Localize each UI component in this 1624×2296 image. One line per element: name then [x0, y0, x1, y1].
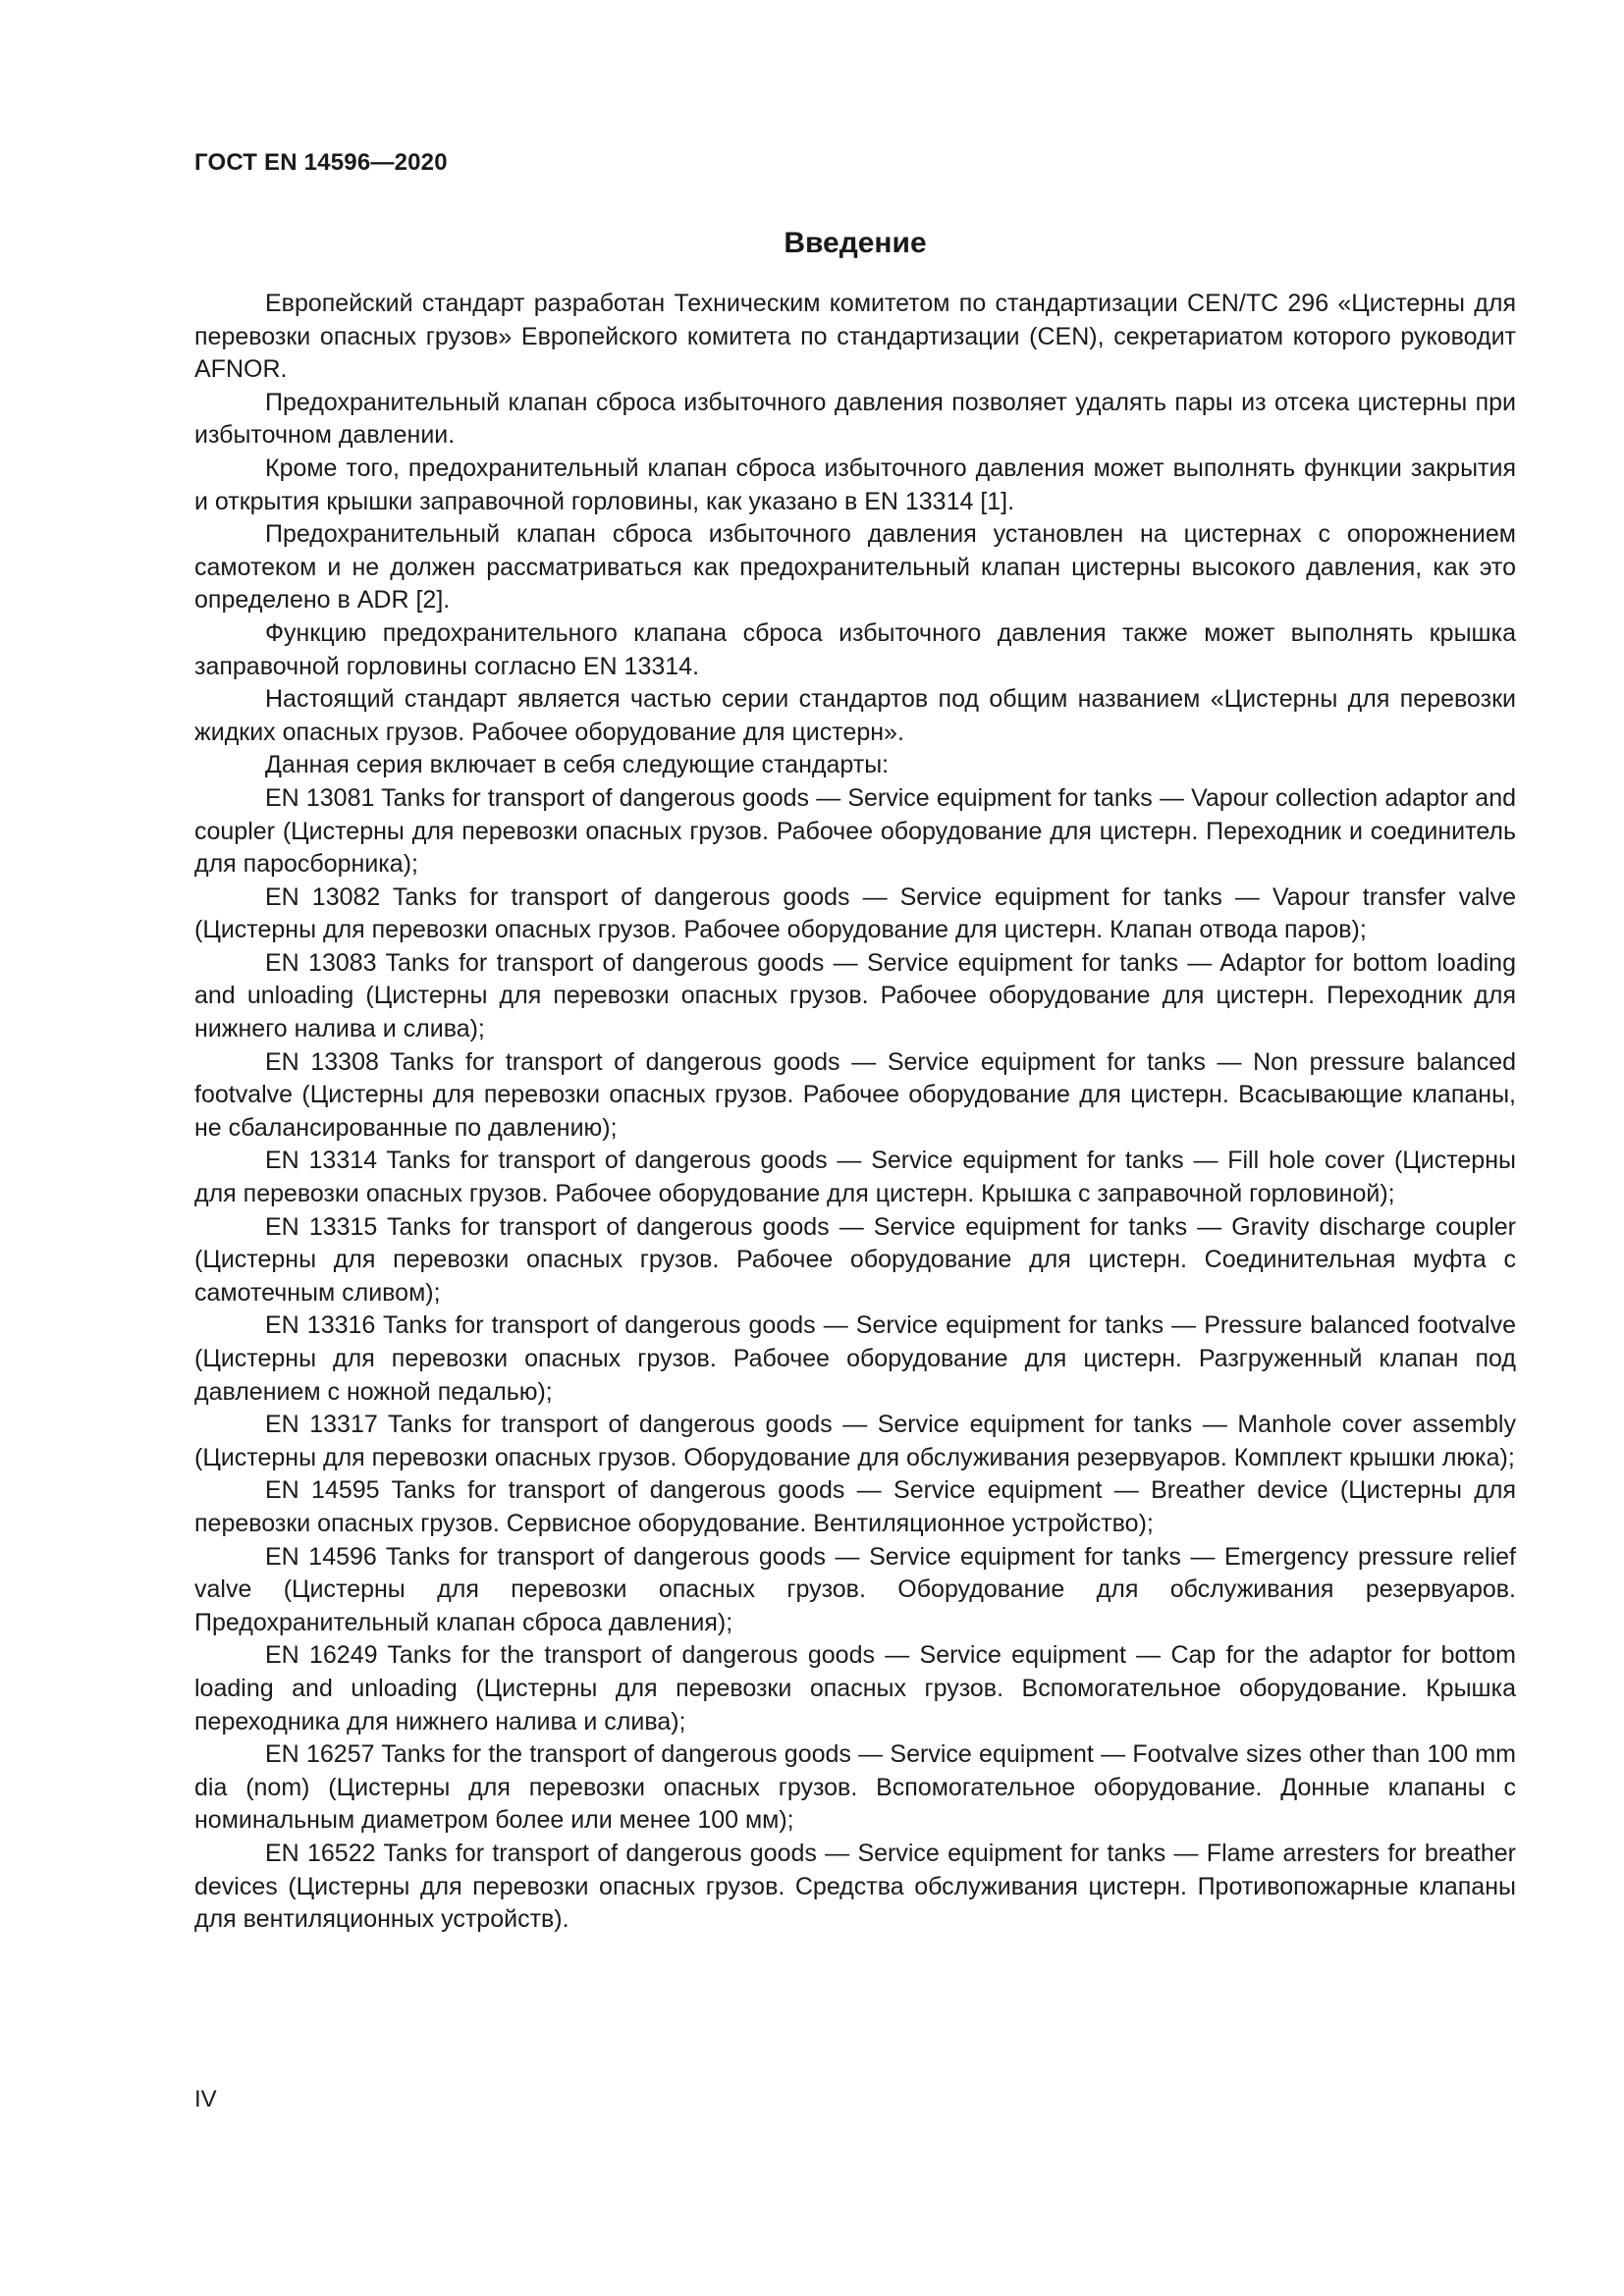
intro-paragraph: Предохранительный клапан сброса избыточного давления позволяет удалять пары из отсека цистерны при избыточном давлении.	[194, 388, 1516, 450]
intro-paragraph: Кроме того, предохранительный клапан сброса избыточного давления может выполнять функции закрытия и открытия крышки заправочной горловины, как указано в EN 13314 [1].	[194, 454, 1516, 515]
page-number: IV	[194, 2086, 217, 2112]
standard-list-item: EN 14596 Tanks for transport of dangerous goods — Service equipment for tanks — Emergency pressure relief valve (Цистерны для перевозки опасных грузов. Оборудование для обслуживания резервуаров. Предохранительный клапан сброса давления);	[194, 1542, 1516, 1636]
standard-list-item: EN 16249 Tanks for the transport of dangerous goods — Service equipment — Cap for the adaptor for bottom loading and unloading (Цистерны для перевозки опасных грузов. Вспомогательное оборудование. Крышка переходника для нижнего налива и слива);	[194, 1641, 1516, 1735]
standard-list-item: EN 13317 Tanks for transport of dangerous goods — Service equipment for tanks — Manhole cover assembly (Цистерны для перевозки опасных грузов. Оборудование для обслуживания резервуаров. Комплект крышки люка);	[194, 1411, 1516, 1471]
document-code-header: ГОСТ EN 14596—2020	[194, 149, 448, 176]
standard-list-item: EN 13315 Tanks for transport of dangerous goods — Service equipment for tanks — Gravity discharge coupler (Цистерны для перевозки опасных грузов. Рабочее оборудование для цистерн. Соединительная муфта с самотечным сливом);	[194, 1212, 1516, 1307]
standard-list-item: EN 13083 Tanks for transport of dangerous goods — Service equipment for tanks — Adaptor for bottom loading and unloading (Цистерны для перевозки опасных грузов. Рабочее оборудование для цистерн. Переходник для нижнего налива и слива);	[194, 948, 1516, 1043]
intro-paragraph: Настоящий стандарт является частью серии стандартов под общим названием «Цистерны для перевозки жидких опасных грузов. Рабочее оборудование для цистерн».	[194, 685, 1516, 746]
standard-list-item: EN 13316 Tanks for transport of dangerous goods — Service equipment for tanks — Pressure balanced footvalve (Цистерны для перевозки опасных грузов. Рабочее оборудование для цистерн. Разгруженный клапан под давлением с ножной педалью);	[194, 1311, 1516, 1406]
intro-paragraph: Европейский стандарт разработан Техническим комитетом по стандартизации CEN/TC 296 «Цистерны для перевозки опасных грузов» Европейского комитета по стандартизации (CEN), секретариатом которого руководит AFNOR.	[194, 290, 1516, 384]
standard-list-item: EN 13082 Tanks for transport of dangerous goods — Service equipment for tanks — Vapour transfer valve (Цистерны для перевозки опасных грузов. Рабочее оборудование для цистерн. Клапан отвода паров);	[194, 882, 1516, 944]
standard-list-item: EN 13308 Tanks for transport of dangerous goods — Service equipment for tanks — Non pressure balanced footvalve (Цистерны для перевозки опасных грузов. Рабочее оборудование для цистерн. Всасывающие клапаны, не сбалансированные по давлению);	[194, 1047, 1516, 1142]
document-body	[194, 226, 1516, 1937]
standard-list-item: EN 13314 Tanks for transport of dangerous goods — Service equipment for tanks — Fill hole cover (Цистерны для перевозки опасных грузов. Рабочее оборудование для цистерн. Крышка с заправочной горловиной);	[194, 1147, 1516, 1208]
standard-list-item: EN 13081 Tanks for transport of dangerous goods — Service equipment for tanks — Vapour collection adaptor and coupler (Цистерны для перевозки опасных грузов. Рабочее оборудование для цистерн. Переходник и соединитель для паросборника);	[194, 783, 1516, 879]
intro-paragraph: Функцию предохранительного клапана сброса избыточного давления также может выполнять крышка заправочной горловины согласно EN 13314.	[194, 618, 1516, 680]
intro-paragraph: Предохранительный клапан сброса избыточного давления установлен на цистернах с опорожнением самотеком и не должен рассматриваться как предохранительный клапан цистерны высокого давления, как это определено в ADR [2].	[194, 520, 1516, 614]
section-title: Введение	[784, 227, 927, 259]
standard-list-item: EN 16522 Tanks for transport of dangerous goods — Service equipment for tanks — Flame arresters for breather devices (Цистерны для перевозки опасных грузов. Средства обслуживания цистерн. Противопожарные клапаны для вентиляционных устройств).	[194, 1839, 1516, 1934]
series-intro-paragraph: Данная серия включает в себя следующие стандарты:	[265, 751, 890, 779]
standard-list-item: EN 16257 Tanks for the transport of dangerous goods — Service equipment — Footvalve sizes other than 100 mm dia (nom) (Цистерны для перевозки опасных грузов. Вспомогательное оборудование. Донные клапаны с номинальным диаметром более или менее 100 мм);	[194, 1740, 1516, 1835]
standard-list-item: EN 14595 Tanks for transport of dangerous goods — Service equipment — Breather device (Цистерны для перевозки опасных грузов. Сервисное оборудование. Вентиляционное устройство);	[194, 1476, 1516, 1537]
